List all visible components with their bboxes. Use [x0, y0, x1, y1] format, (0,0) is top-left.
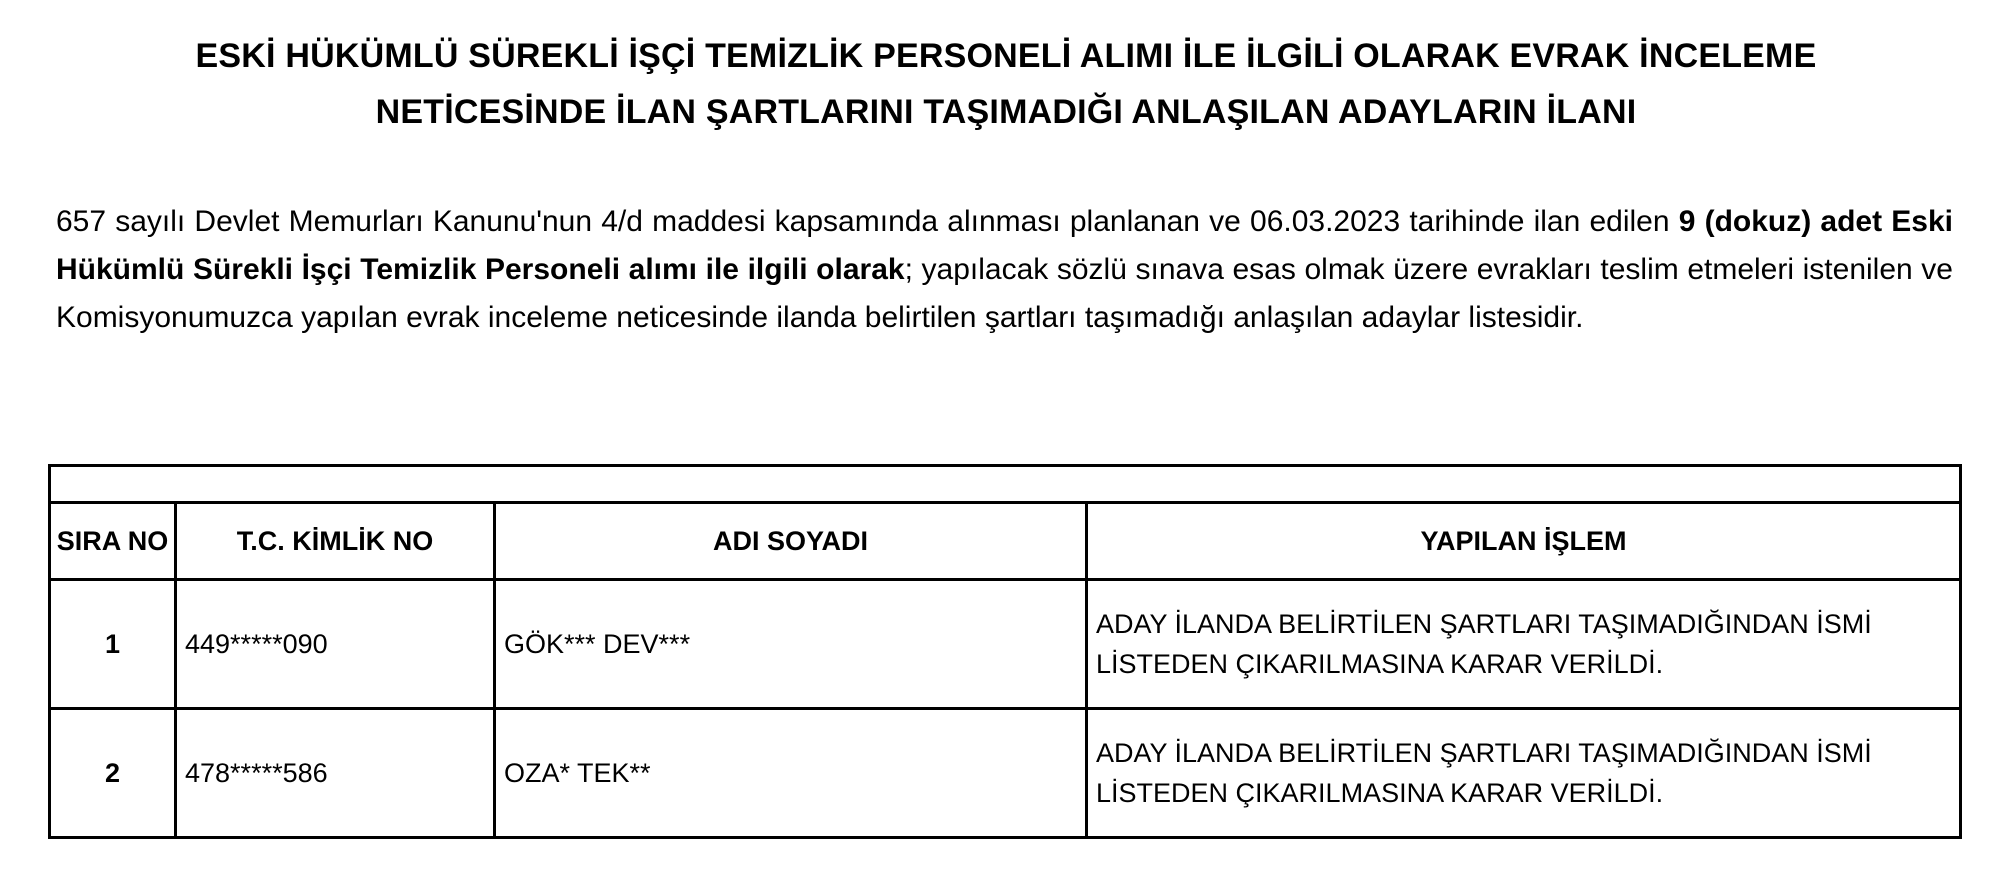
- header-yapilan-islem: YAPILAN İŞLEM: [1087, 503, 1961, 580]
- cell-tc-kimlik-no: 449*****090: [176, 580, 495, 709]
- table-blank-header-row: [50, 466, 1961, 503]
- table-row: [50, 580, 1961, 709]
- title-line-2: NETİCESİNDE İLAN ŞARTLARINI TAŞIMADIĞI ANLAŞILAN ADAYLARIN İLANI: [375, 93, 1637, 131]
- intro-text-part-1: 657 sayılı Devlet Memurları Kanunu'nun 4/d maddesi kapsamında alınması planlanan ve 06.03.2023 tarihinde ilan edilen: [56, 205, 1679, 238]
- candidate-table: [48, 464, 1962, 839]
- islem-line-2: LİSTEDEN ÇIKARILMASINA KARAR VERİLDİ.: [1096, 649, 1664, 679]
- cell-sira-no: 2: [50, 709, 176, 838]
- document-title: [60, 28, 1952, 140]
- cell-adi-soyadi: GÖK*** DEV***: [495, 580, 1087, 709]
- table-header-row: [50, 503, 1961, 580]
- header-sira-no: SIRA NO: [50, 503, 176, 580]
- cell-yapilan-islem: [1087, 709, 1961, 838]
- cell-tc-kimlik-no: 478*****586: [176, 709, 495, 838]
- cell-sira-no: 1: [50, 580, 176, 709]
- cell-yapilan-islem: [1087, 580, 1961, 709]
- intro-text-bold: 9 (dokuz) adet Eski Hükümlü Sürekli İşçi Temizlik Personeli alımı ile ilgili olarak: [56, 205, 1953, 286]
- islem-line-2: LİSTEDEN ÇIKARILMASINA KARAR VERİLDİ.: [1096, 778, 1664, 808]
- table-row: [50, 709, 1961, 838]
- intro-text-part-3: ; yapılacak sözlü sınava esas olmak üzere evrakları teslim etmeleri istenilen ve Komisyonumuzca yapılan evrak inceleme neticesinde ilanda belirtilen şartları taşımadığı anlaşılan adaylar listesidir.: [56, 253, 1953, 334]
- islem-line-1: ADAY İLANDA BELİRTİLEN ŞARTLARI TAŞIMADIĞINDAN İSMİ: [1096, 738, 1872, 768]
- table-blank-cell: [50, 466, 1961, 503]
- cell-adi-soyadi: OZA* TEK**: [495, 709, 1087, 838]
- header-tc-kimlik-no: T.C. KİMLİK NO: [176, 503, 495, 580]
- header-adi-soyadi: ADI SOYADI: [495, 503, 1087, 580]
- title-line-1: ESKİ HÜKÜMLÜ SÜREKLİ İŞÇİ TEMİZLİK PERSONELİ ALIMI İLE İLGİLİ OLARAK EVRAK İNCELEME: [195, 37, 1817, 75]
- intro-paragraph: [56, 198, 1953, 342]
- islem-line-1: ADAY İLANDA BELİRTİLEN ŞARTLARI TAŞIMADIĞINDAN İSMİ: [1096, 609, 1872, 639]
